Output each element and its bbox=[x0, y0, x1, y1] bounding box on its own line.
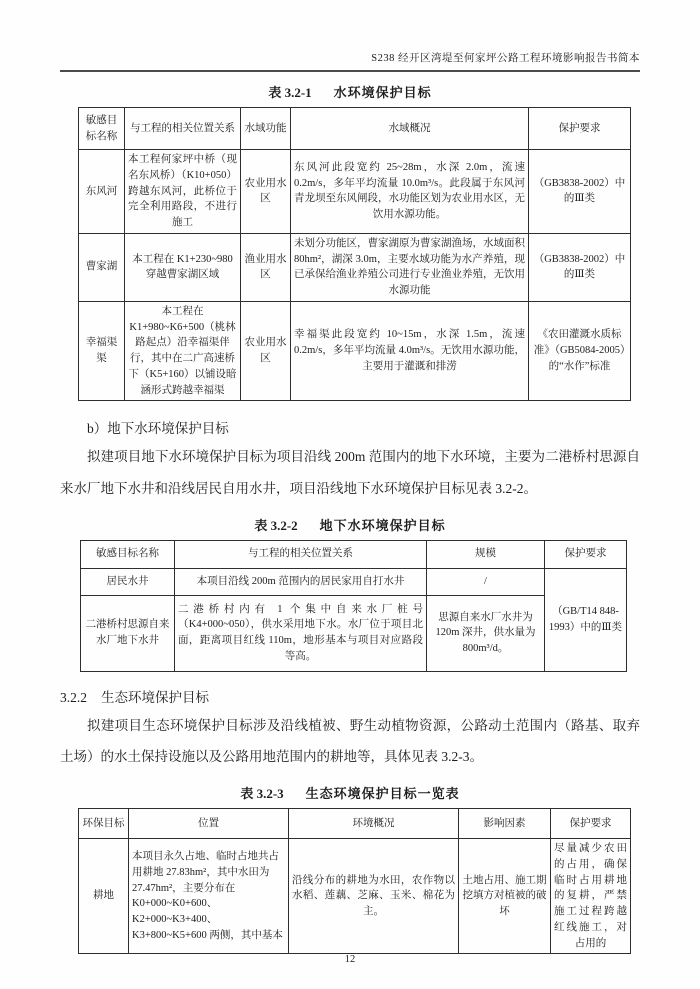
target-name: 曹家湖 bbox=[79, 233, 125, 301]
table1-caption-label: 表 3.2-1 bbox=[268, 85, 312, 100]
function-cell: 渔业用水区 bbox=[241, 233, 291, 301]
relation-cell: 本项目沿线 200m 范围内的居民家用自打水井 bbox=[175, 568, 427, 595]
table-header-row bbox=[81, 540, 627, 568]
requirement-cell: （GB3838-2002）中的Ⅲ类 bbox=[529, 150, 631, 234]
section-322-paragraph: 拟建项目生态环境保护目标涉及沿线植被、野生动植物资源，公路动土范围内（路基、取弃土场）的水土保持设施以及公路用地范围内的耕地等，具体见表 3.2-3。 bbox=[60, 717, 640, 765]
table2-caption bbox=[60, 515, 640, 534]
overview-cell: 幸福渠此段宽约 10~15m，水深 1.5m，流速 0.2m/s，多年平均流量 4.0m³/s。无饮用水源功能，主要用于灌溉和排涝 bbox=[291, 301, 529, 401]
table3-caption bbox=[60, 783, 640, 802]
requirement-cell: （GB3838-2002）中的Ⅲ类 bbox=[529, 233, 631, 301]
table1-caption-title: 水环境保护目标 bbox=[333, 85, 432, 100]
page-number: 12 bbox=[344, 954, 356, 966]
factor-cell: 土地占用、施工期挖填方对植被的破坏 bbox=[459, 839, 551, 954]
col-header: 规模 bbox=[427, 540, 545, 568]
groundwater-protection-table bbox=[80, 540, 627, 672]
table3-caption-title: 生态环境保护目标一览表 bbox=[305, 786, 460, 802]
scale-cell: / bbox=[427, 568, 545, 595]
section-b-heading: b）地下水环境保护目标 bbox=[87, 421, 229, 437]
requirement-cell-merged: （GB/T14 848-1993）中的Ⅲ类 bbox=[545, 568, 627, 671]
col-header: 位置 bbox=[129, 809, 289, 839]
requirement-cell: 尽量减少农田的占用，确保临时占用耕地的复耕，严禁施工过程跨越红线施工，对占用的 bbox=[551, 839, 631, 954]
table1-caption bbox=[60, 82, 640, 101]
function-cell: 农业用水区 bbox=[241, 301, 291, 401]
page-header-title: S238 经开区湾堤至何家坪公路工程环境影响报告书简本 bbox=[60, 50, 640, 72]
col-header: 水域功能 bbox=[241, 108, 291, 150]
requirement-cell: 《农田灌溉水质标准》（GB5084-2005）的“水作”标准 bbox=[529, 301, 631, 401]
table-row bbox=[81, 568, 627, 595]
target-name: 耕地 bbox=[79, 839, 129, 954]
col-header: 保护要求 bbox=[545, 540, 627, 568]
table-row bbox=[79, 301, 631, 401]
col-header: 影响因素 bbox=[459, 809, 551, 839]
scale-cell: 思源自来水厂水井为 120m 深井，供水量为 800m³/d。 bbox=[427, 595, 545, 671]
function-cell: 农业用水区 bbox=[241, 150, 291, 234]
col-header: 敏感目标名称 bbox=[81, 540, 175, 568]
relation-cell: 本工程何家坪中桥（现名东风桥）（K10+050）跨越东风河，此桥位于完全利用路段，不进行施工 bbox=[125, 150, 241, 234]
table-row bbox=[79, 839, 631, 954]
col-header: 敏感目标名称 bbox=[79, 108, 125, 150]
col-header: 保护要求 bbox=[529, 108, 631, 150]
table-header-row bbox=[79, 108, 631, 150]
table2-caption-label: 表 3.2-2 bbox=[254, 517, 298, 533]
table2-caption-title: 地下水环境保护目标 bbox=[319, 517, 446, 533]
target-name: 幸福渠渠 bbox=[79, 301, 125, 401]
table-row bbox=[79, 233, 631, 301]
col-header: 与工程的相关位置关系 bbox=[125, 108, 241, 150]
ecology-protection-table bbox=[78, 808, 631, 954]
overview-cell: 未划分功能区，曹家湖原为曹家湖渔场，水域面积 80hm²，湖深 3.0m，主要水域功能为水产养殖，现已承保给渔业养殖公司进行专业渔业养殖，无饮用水源功能 bbox=[291, 233, 529, 301]
section-322-number: 3.2.2 bbox=[60, 689, 87, 705]
target-name: 东风河 bbox=[79, 150, 125, 234]
overview-cell: 沿线分布的耕地为水田，农作物以水稻、莲藕、芝麻、玉米、棉花为主。 bbox=[289, 839, 459, 954]
col-header: 与工程的相关位置关系 bbox=[175, 540, 427, 568]
col-header: 环境概况 bbox=[289, 809, 459, 839]
table-row bbox=[79, 150, 631, 234]
relation-cell: 本工程在 K1+980~K6+500（桃林路起点）沿幸福渠伴行，其中在二广高速桥下（K5+160）以铺设暗涵形式跨越幸福渠 bbox=[125, 301, 241, 401]
location-cell: 本项目永久占地、临时占地共占用耕地 27.83hm²，其中水田为 27.47hm²，主要分布在 K0+000~K0+600、K2+000~K3+400、K3+800~K5+600 两侧，其中基本 bbox=[129, 839, 289, 954]
section-322-title: 生态环境保护目标 bbox=[101, 689, 209, 705]
section-b-paragraph: 拟建项目地下水环境保护目标为项目沿线 200m 范围内的地下水环境，主要为二港桥村思源自来水厂地下水井和沿线居民自用水井，项目沿线地下水环境保护目标见表 3.2-2。 bbox=[60, 449, 640, 496]
target-name: 居民水井 bbox=[81, 568, 175, 595]
section-322-heading bbox=[60, 686, 640, 706]
table-header-row bbox=[79, 809, 631, 839]
table3-caption-label: 表 3.2-3 bbox=[240, 786, 284, 802]
col-header: 保护要求 bbox=[551, 809, 631, 839]
relation-cell: 二港桥村内有 1 个集中自来水厂桩号（K4+000~050），供水采用地下水。水厂位于项目北面，距离项目红线 110m，地形基本与项目对应路段等高。 bbox=[175, 595, 427, 671]
col-header: 环保目标 bbox=[79, 809, 129, 839]
target-name: 二港桥村思源自来水厂地下水井 bbox=[81, 595, 175, 671]
col-header: 水域概况 bbox=[291, 108, 529, 150]
relation-cell: 本工程在 K1+230~980 穿越曹家湖区域 bbox=[125, 233, 241, 301]
water-protection-table bbox=[78, 107, 631, 401]
overview-cell: 东风河此段宽约 25~28m，水深 2.0m，流速 0.2m/s，多年平均流量 10.0m³/s。此段属于东风河青龙坝至东风闸段，水功能区划为农业用水区，无饮用水源功能。 bbox=[291, 150, 529, 234]
